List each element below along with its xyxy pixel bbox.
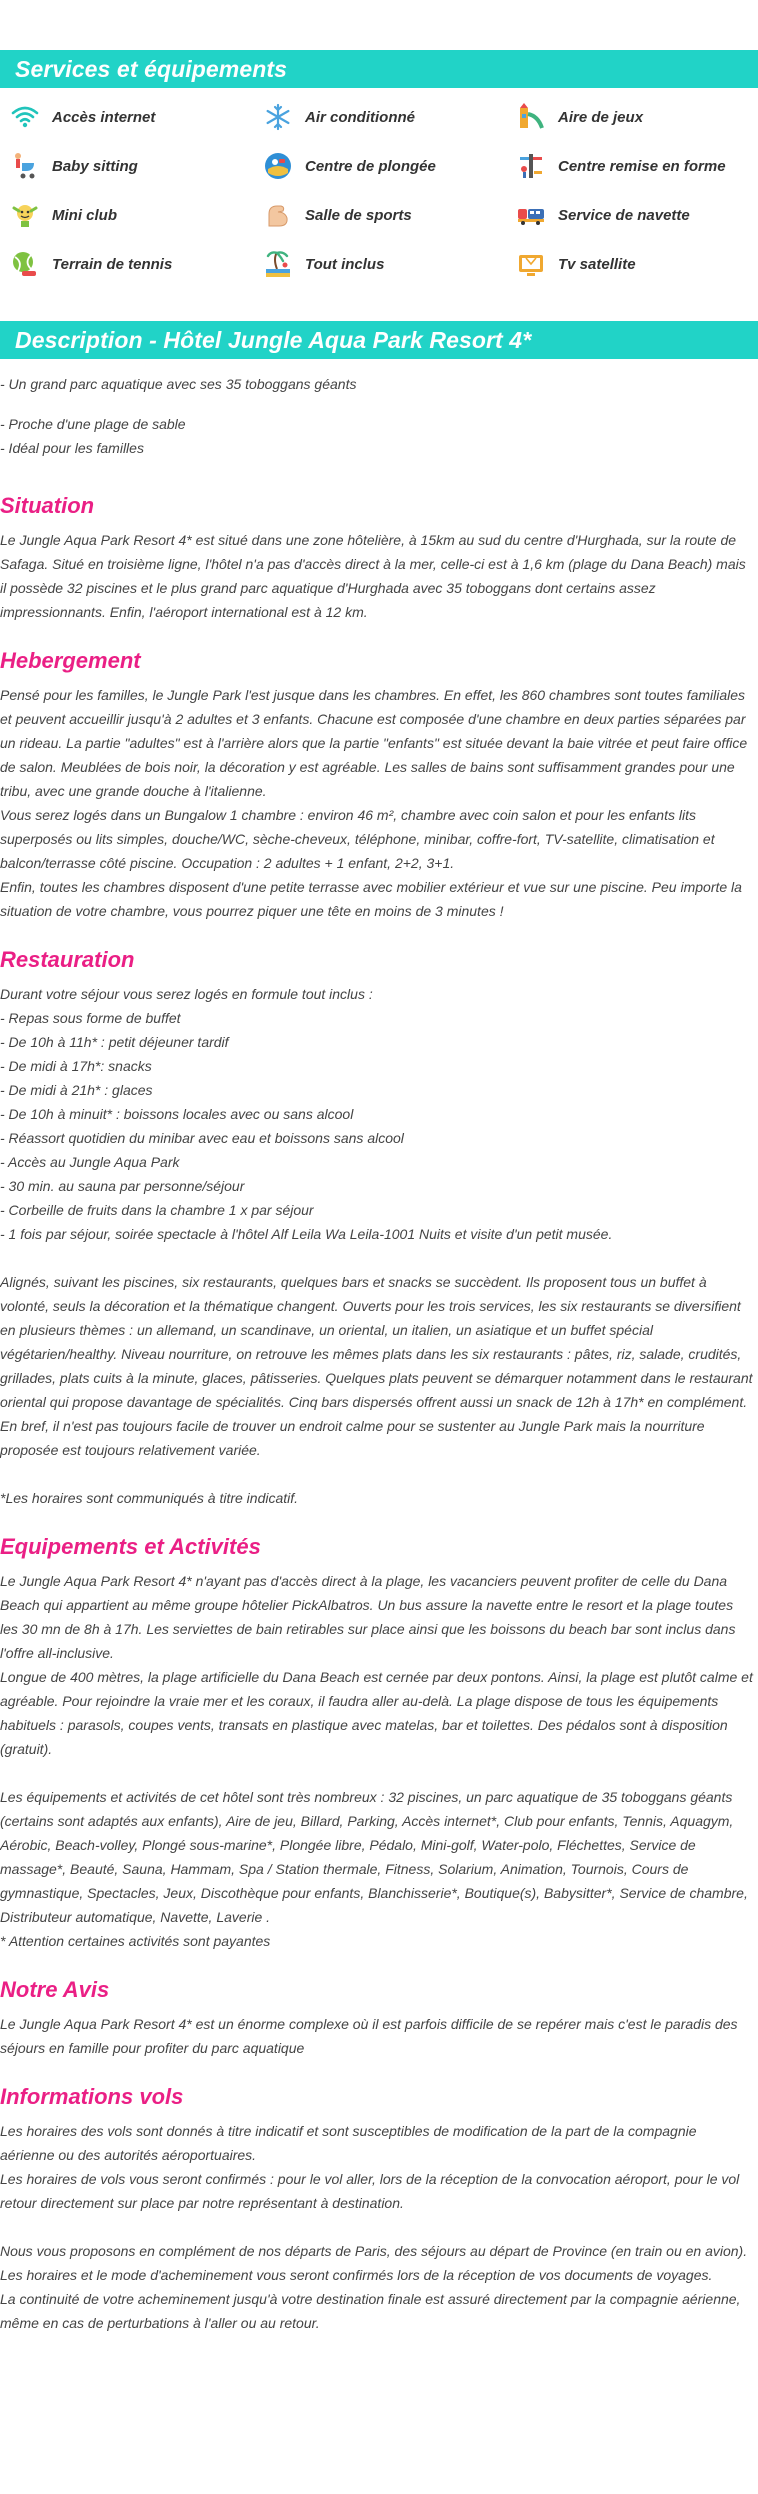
service-label: Mini club — [52, 206, 117, 224]
description-banner — [0, 321, 758, 359]
service-label: Tv satellite — [558, 255, 636, 273]
services-grid — [0, 102, 758, 279]
service-item — [10, 102, 263, 132]
restauration-line: - De 10h à 11h* : petit déjeuner tardif — [0, 1034, 229, 1050]
restauration-line: - Repas sous forme de buffet — [0, 1010, 181, 1026]
restauration-line: - Réassort quotidien du minibar avec eau et boissons sans alcool — [0, 1130, 404, 1146]
muscle-icon — [263, 200, 297, 230]
restauration-note: *Les horaires sont communiqués à titre indicatif. — [0, 1490, 299, 1506]
wifi-icon — [10, 102, 44, 132]
service-item — [263, 102, 516, 132]
avis-heading: Notre Avis — [0, 1977, 110, 2002]
vols-paragraph: Les horaires et le mode d'acheminement vous seront confirmés lors de la réception de vos documents de voyages. — [0, 2267, 713, 2283]
service-label: Air conditionné — [305, 108, 415, 126]
vols-paragraph: Les horaires des vols sont donnés à titre indicatif et sont susceptibles de modification de la part de la compagnie aérienne ou des autorités aéroportuaires. — [0, 2123, 697, 2163]
service-label: Tout inclus — [305, 255, 385, 273]
restauration-line: - De midi à 17h*: snacks — [0, 1058, 152, 1074]
snowflake-icon — [263, 102, 297, 132]
equipements-text — [0, 1569, 758, 1953]
service-item — [516, 151, 758, 181]
vols-paragraph: La continuité de votre acheminement jusqu'à votre destination finale est assuré directement par la compagnie aérienne, même en cas de perturbations à l'aller ou au retour. — [0, 2291, 741, 2331]
service-label: Aire de jeux — [558, 108, 644, 126]
equipements-paragraph: Le Jungle Aqua Park Resort 4* n'ayant pas d'accès direct à la plage, les vacanciers peuvent profiter de celle du Dana Beach qui appartient au même groupe hôtelier PickAlbatros. Un bus assure la navette entre le resort et la plage toutes les 30 mn de 8h à 17h. Les serviettes de bain retirables sur place ainsi que les boissons du beach bar sont inclus dans l'offre all-inclusive. — [0, 1573, 736, 1661]
vols-paragraph: Nous vous proposons en complément de nos départs de Paris, des séjours au départ de Province (en train ou en avion). — [0, 2243, 748, 2259]
restauration-line: - De 10h à minuit* : boissons locales avec ou sans alcool — [0, 1106, 354, 1122]
service-item — [516, 102, 758, 132]
situation-text — [0, 528, 758, 624]
service-item — [10, 249, 263, 279]
restauration-line: - Accès au Jungle Aqua Park — [0, 1154, 180, 1170]
restauration-paragraph: Alignés, suivant les piscines, six restaurants, quelques bars et snacks se succèdent. Ils proposent tous un buffet à volonté, seuls la décoration et la thématique changent. Ouverts pour les trois services, les six restaurants se diversifient en plusieurs thèmes : un allemand, un scandinave, un oriental, un italien, un asiatique et un buffet spécial végétarien/healthy. Niveau nourriture, on retrouve les mêmes plats dans les six restaurants : pâtes, riz, salade, crudités, grillades, plats cuits à la minute, glaces, pâtisseries. Quelques plats peuvent se démarquer notamment dans le restaurant oriental qui propose davantage de spécialités. Cinq bars dispersés offrent aussi un snack de 12h à 17h* en complément. En bref, il n'est pas toujours facile de trouver un endroit calme pour se sustenter au Jungle Park mais la nourriture proposée est toujours relativement variée. — [0, 1274, 753, 1458]
service-item — [263, 200, 516, 230]
description-intro — [0, 372, 758, 460]
service-item — [263, 249, 516, 279]
situation-paragraph: Le Jungle Aqua Park Resort 4* est situé dans une zone hôtelière, à 15km au sud du centre d'Hurghada, sur la route de Safaga. Situé en troisième ligne, l'hôtel n'a pas d'accès direct à la mer, celle-ci est à 1,6 km (plage du Dana Beach) mais il possède 32 piscines et le plus grand parc aquatique d'Hurghada avec 35 toboggans dont certains assez impressionnants. Enfin, l'aéroport international est à 12 km. — [0, 532, 746, 620]
hebergement-text — [0, 683, 758, 923]
service-label: Terrain de tennis — [52, 255, 173, 273]
tennis-icon — [10, 249, 44, 279]
service-label: Centre remise en forme — [558, 157, 726, 175]
restauration-line: - 30 min. au sauna par personne/séjour — [0, 1178, 245, 1194]
all-inclusive-icon — [263, 249, 297, 279]
baby-stroller-icon — [10, 151, 44, 181]
vols-paragraph: Les horaires de vols vous seront confirmés : pour le vol aller, lors de la réception de la convocation aéroport, pour le vol retour directement sur place par notre représentant à destination. — [0, 2171, 740, 2211]
restauration-line: - Corbeille de fruits dans la chambre 1 x par séjour — [0, 1202, 314, 1218]
intro-line: - Un grand parc aquatique avec ses 35 toboggans géants — [0, 376, 357, 392]
services-title: Services et équipements — [15, 56, 288, 82]
diving-icon — [263, 151, 297, 181]
hebergement-paragraph: Vous serez logés dans un Bungalow 1 chambre : environ 46 m², chambre avec coin salon et pour les enfants lits superposés ou lits simples, douche/WC, sèche-cheveux, téléphone, minibar, coffre-fort, TV-satellite, climatisation et balcon/terrasse côté piscine. Occupation : 2 adultes + 1 enfant, 2+2, 3+1. — [0, 807, 715, 871]
fitness-icon — [516, 151, 550, 181]
description-title: Description - Hôtel Jungle Aqua Park Resort 4* — [15, 327, 532, 353]
restauration-heading: Restauration — [0, 947, 135, 972]
vols-text — [0, 2119, 758, 2335]
shuttle-bus-icon — [516, 200, 550, 230]
equipements-activities: Les équipements et activités de cet hôtel sont très nombreux : 32 piscines, un parc aquatique de 35 toboggans géants (certains sont adaptés aux enfants), Aire de jeu, Billard, Parking, Accès internet*, Club pour enfants, Tennis, Aquagym, Aérobic, Beach-volley, Plongé sous-marine*, Plongée libre, Pédalo, Mini-golf, Water-polo, Fléchettes, Service de massage*, Beauté, Sauna, Hammam, Spa / Station thermale, Fitness, Solarium, Animation, Tournois, Cours de gymnastique, Spectacles, Jeux, Discothèque pour enfants, Blanchisserie*, Boutique(s), Babysitter*, Service de chambre, Distributeur automatique, Navette, Laverie . — [0, 1789, 748, 1925]
equipements-paragraph: Longue de 400 mètres, la plage artificielle du Dana Beach est cernée par deux pontons. Ainsi, la plage est plutôt calme et agréable. Pour rejoindre la vraie mer et les coraux, il faudra aller au-delà. La plage dispose de tous les équipements habituels : parasols, coupes vents, transats en plastique avec matelas, bar et toilettes. Des pédalos sont à disposition (gratuit). — [0, 1669, 753, 1757]
hebergement-heading: Hebergement — [0, 648, 141, 673]
service-item — [263, 151, 516, 181]
equipements-note: * Attention certaines activités sont payantes — [0, 1933, 271, 1949]
intro-line: - Idéal pour les familles — [0, 440, 144, 456]
hotel-page — [0, 50, 758, 2335]
restauration-line: Durant votre séjour vous serez logés en formule tout inclus : — [0, 986, 373, 1002]
service-item — [10, 151, 263, 181]
service-label: Salle de sports — [305, 206, 412, 224]
situation-heading: Situation — [0, 493, 95, 518]
restauration-line: - De midi à 21h* : glaces — [0, 1082, 153, 1098]
restauration-text — [0, 982, 758, 1510]
service-item — [516, 249, 758, 279]
intro-line: - Proche d'une plage de sable — [0, 416, 186, 432]
service-item — [516, 200, 758, 230]
kids-club-icon — [10, 200, 44, 230]
equipements-heading: Equipements et Activités — [0, 1534, 261, 1559]
avis-text — [0, 2012, 758, 2060]
avis-paragraph: Le Jungle Aqua Park Resort 4* est un énorme complexe où il est parfois difficile de se repérer mais c'est le paradis des séjours en famille pour profiter du parc aquatique — [0, 2016, 738, 2056]
tv-icon — [516, 249, 550, 279]
playground-icon — [516, 102, 550, 132]
service-item — [10, 200, 263, 230]
service-label: Centre de plongée — [305, 157, 436, 175]
restauration-line: - 1 fois par séjour, soirée spectacle à l'hôtel Alf Leila Wa Leila-1001 Nuits et visite d'un petit musée. — [0, 1226, 613, 1242]
service-label: Baby sitting — [52, 157, 138, 175]
hebergement-paragraph: Pensé pour les familles, le Jungle Park l'est jusque dans les chambres. En effet, les 860 chambres sont toutes familiales et peuvent accueillir jusqu'à 2 adultes et 3 enfants. Chacune est composée d'une chambre en deux parties séparées par un rideau. La partie "adultes" est à l'arrière alors que la partie "enfants" est située devant la baie vitrée et peut faire office de salon. Meublées de bois noir, la décoration y est agréable. Les salles de bains sont suffisamment grandes pour une tribu, avec une grande douche à l'italienne. — [0, 687, 748, 799]
service-label: Accès internet — [52, 108, 156, 126]
hebergement-paragraph: Enfin, toutes les chambres disposent d'une petite terrasse avec mobilier extérieur et vue sur une piscine. Peu importe la situation de votre chambre, vous pourrez piquer une tête en moins de 3 minutes ! — [0, 879, 742, 919]
services-banner — [0, 50, 758, 88]
vols-heading: Informations vols — [0, 2084, 184, 2109]
service-label: Service de navette — [558, 206, 690, 224]
